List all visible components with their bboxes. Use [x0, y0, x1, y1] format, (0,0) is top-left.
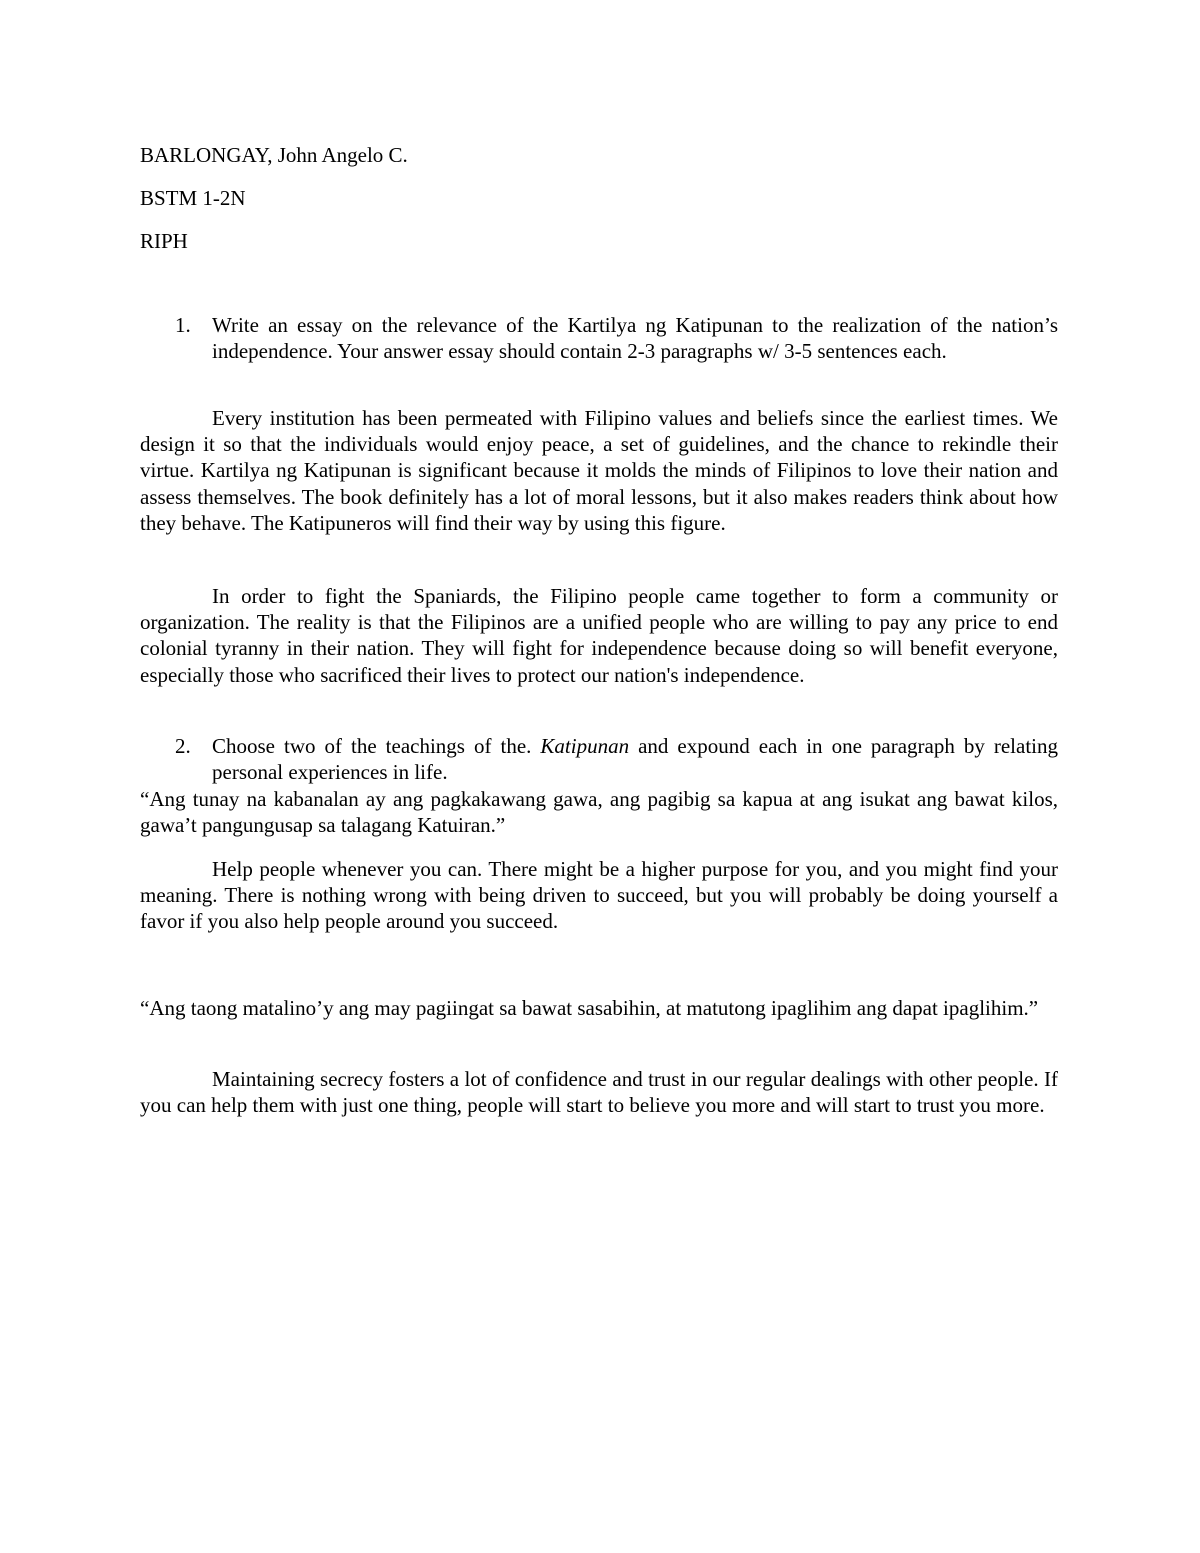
question-2-katipunan: Katipunan — [540, 734, 630, 758]
question-2 — [140, 733, 1058, 785]
question-2-text-start: Choose two of the teachings of the. — [212, 734, 541, 758]
teaching-1-explanation: Help people whenever you can. There might be a higher purpose for you, and you might find your meaning. There is nothing wrong with being driven to succeed, but you will probably be doing yourself a favor if you also help people around you succeed. — [140, 857, 1058, 934]
teaching-2-explanation: Maintaining secrecy fosters a lot of confidence and trust in our regular dealings with other people. If you can help them with just one thing, people will start to believe you more and will start to trust you more. — [140, 1067, 1058, 1118]
student-name: BARLONGAY, John Angelo C. — [140, 143, 408, 167]
question-1-number: 1. — [175, 313, 191, 337]
teaching-2-quote: “Ang taong matalino’y ang may pagiingat sa bawat sasabihin, at matutong ipaglihim ang dapat ipaglihim.” — [140, 996, 1039, 1020]
course-section: BSTM 1-2N — [140, 186, 246, 210]
subject-code: RIPH — [140, 229, 188, 253]
answer-1-paragraph-2: In order to fight the Spaniards, the Filipino people came together to form a community or organization. The reality is that the Filipinos are a unified people who are willing to pay any price to end colonial tyranny in their nation. They will fight for independence because doing so will benefit everyone, especially those who sacrificed their lives to protect our nation's independence. — [140, 584, 1058, 687]
teaching-1-quote: “Ang tunay na kabanalan ay ang pagkakawang gawa, ang pagibig sa kapua at ang isukat ang bawat kilos, gawa’t pangungusap sa talagang Katuiran.” — [140, 787, 1058, 838]
question-2-number: 2. — [175, 734, 191, 758]
question-2-text — [212, 733, 1058, 785]
answer-1-paragraph-1: Every institution has been permeated with Filipino values and beliefs since the earliest times. We design it so that the individuals would enjoy peace, a set of guidelines, and the chance to rekindle their virtue. Kartilya ng Katipunan is significant because it molds the minds of Filipinos to love their nation and assess themselves. The book definitely has a lot of moral lessons, but it also makes readers think about how they behave. The Katipuneros will find their way by using this figure. — [140, 406, 1058, 535]
question-1-text: Write an essay on the relevance of the Kartilya ng Katipunan to the realization of the nation’s independence. Your answer essay should contain 2-3 paragraphs w/ 3-5 sentences each. — [212, 313, 1058, 364]
question-2-text-end: and expound each in one paragraph by relating personal experiences in life. — [212, 734, 1058, 785]
question-1 — [140, 312, 1058, 364]
